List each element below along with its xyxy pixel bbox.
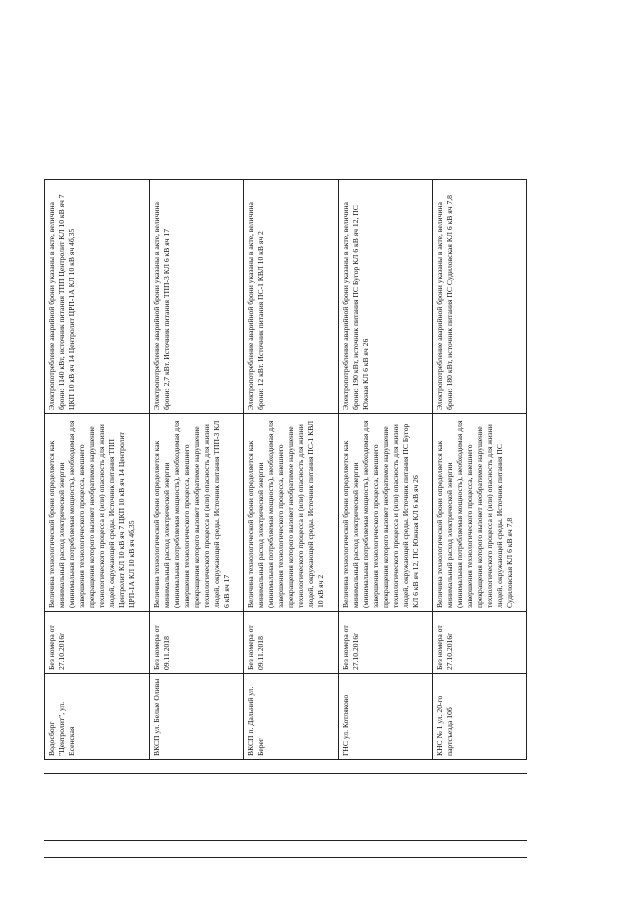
act-cell: Без номера от 09.11.2018 (150, 612, 244, 674)
footer-divider (44, 857, 527, 858)
rotated-table-container (44, 180, 527, 760)
table-row (150, 180, 244, 760)
object-cell: КНС № 1 ул. 20-го партсъезда 10б (432, 674, 526, 760)
value-cell: Электропотребление аварийной брони указаны в акте, величина брони: 12 кВт. Источник питания ПС-1 КВЛ 10 кВ яч 2 (244, 180, 338, 414)
value-cell: Электропотребление аварийной брони указаны в акте, величина брони: 190 кВт, источник питания ПС Бугор КЛ 6 кВ яч 12, ПС Южная КЛ 6 кВ яч 26 (338, 180, 432, 414)
table-row (244, 180, 338, 760)
object-cell: ВКСП п. Дальний ул. Берег (244, 674, 338, 760)
act-cell: Без номера от 09.11.2018 (244, 612, 338, 674)
footer-divider (44, 773, 527, 774)
table-row (338, 180, 432, 760)
justification-cell: Величина технологической брони определяется как минимальный расход электрической энергии (минимальная потребляемая мощность), необходимая для завершения технологического процесса, внешнего прекращения которого вызовет необратимое нарушение технологического процесса и (или) опасность для жизни людей, окружающей среды. Источник питания ТПП-3 КЛ 6 кВ яч 17 (150, 414, 244, 612)
value-cell: Электропотребление аварийной брони указаны в акте, величина брони: 180 кВт, источник питания ПС Судиловская КЛ 6 кВ яч 7,8 (432, 180, 526, 414)
object-cell: Водосборг "Центролит", ул. Есенская (45, 674, 150, 760)
act-cell: Без номера от 27.10.2016г (45, 612, 150, 674)
act-cell: Без номера от 27.10.2016г (338, 612, 432, 674)
justification-cell: Величина технологической брони определяется как минимальный расход электрической энергии (минимальная потребляемая мощность), необходимая для завершения технологического процесса, внешнего прекращения которого вызовет необратимое нарушение технологического процесса и (или) опасность для жизни людей, окружающей среды. Источник питания ТПП Центролит КЛ 10 кВ яч 7 ЦКП 10 кВ яч 14 Центролит ЦРП-1А КЛ 10 кВ яч 4б,35 (45, 414, 150, 612)
justification-cell: Величина технологической брони определяется как минимальный расход электрической энергии (минимальная потребляемая мощность), необходимая для завершения технологического процесса, внешнего прекращения которого вызовет необратимое нарушение технологического процесса и (или) опасность для жизни людей, окружающей среды. Источник питания ПС Судиловская КЛ 6 кВ яч 7,8 (432, 414, 526, 612)
justification-cell: Величина технологической брони определяется как минимальный расход электрической энергии (минимальная потребляемая мощность), необходимая для завершения технологического процесса, внешнего прекращения которого вызовет необратимое нарушение технологического процесса и (или) опасность для жизни людей, окружающей среды. Источник питания ПС-1 КВЛ 10 кВ яч 2 (244, 414, 338, 612)
armor-table (44, 179, 527, 760)
value-cell: Электропотребление аварийной брони указаны в акте, величина брони: 1140 кВт, источник питания ТПП Центролит КЛ 10 кВ яч 7 ЦКП 10 кВ яч 14 Центролит ЦРП-1А КЛ 10 кВ яч 4б,35 (45, 180, 150, 414)
object-cell: ВКСП ул. Белые Оливы (150, 674, 244, 760)
act-cell: Без номера от 27.10.2016г (432, 612, 526, 674)
value-cell: Электропотребление аварийной брони указаны в акте, величина брони: 2,7 кВт. Источник питания ТПП-3 КЛ 6 кВ яч 17 (150, 180, 244, 414)
table-row (45, 180, 150, 760)
object-cell: ГНС ул. Котляково (338, 674, 432, 760)
justification-cell: Величина технологической брони определяется как минимальный расход электрической энергии (минимальная потребляемая мощность), необходимая для завершения технологического процесса, внешнего прекращения которого вызовет необратимое нарушение технологического процесса и (или) опасность для жизни людей, окружающей среды. Источник питания ПС Бугор КЛ 6 кВ яч 12, ПС Южная КЛ 6 кВ яч 26 (338, 414, 432, 612)
footer-divider (44, 840, 527, 841)
table-row (432, 180, 526, 760)
